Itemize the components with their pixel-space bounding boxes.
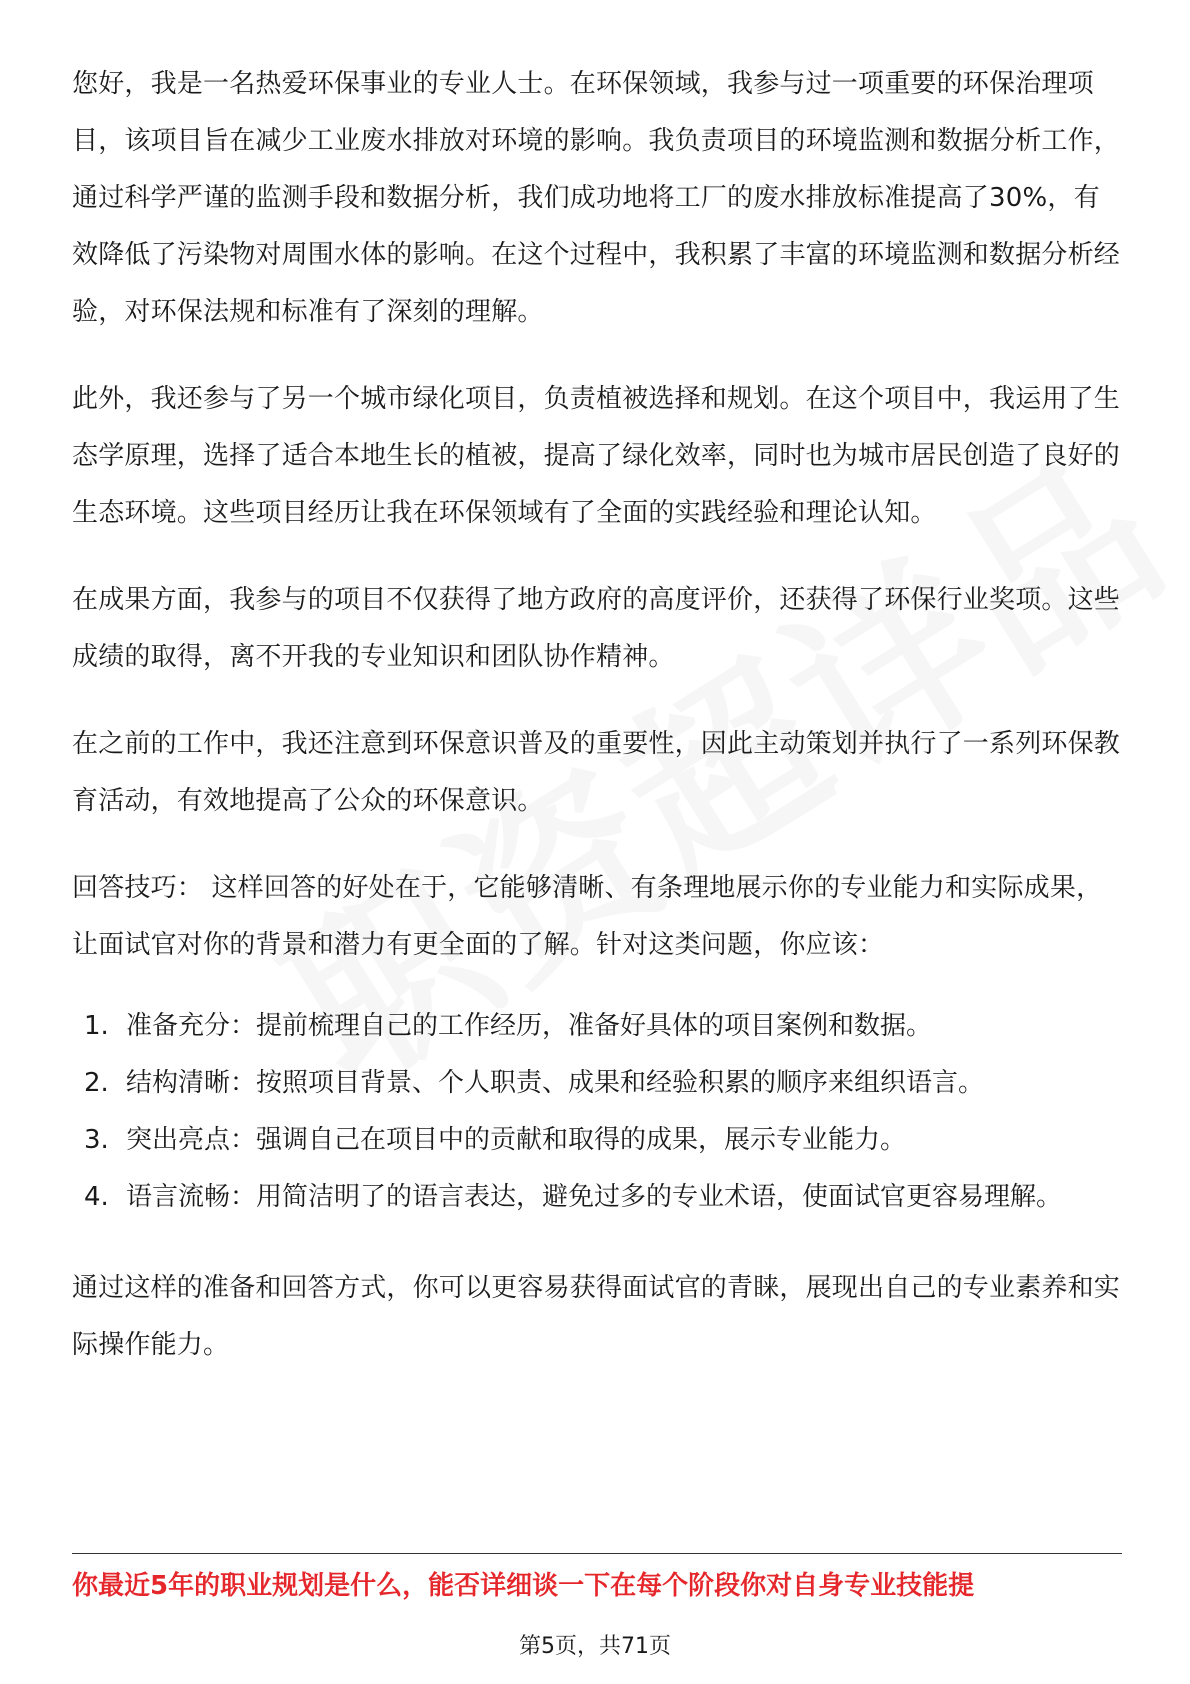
- list-item-number: 2.: [84, 1068, 109, 1098]
- list-item-text: 准备充分：提前梳理自己的工作经历，准备好具体的项目案例和数据。: [126, 1011, 933, 1041]
- list-item: [72, 1169, 1122, 1226]
- list-item-text: 结构清晰：按照项目背景、个人职责、成果和经验积累的顺序来组织语言。: [126, 1068, 985, 1098]
- paragraph-answer-tips: 回答技巧： 这样回答的好处在于，它能够清晰、有条理地展示你的专业能力和实际成果，让面试官对你的背景和潜力有更全面的了解。针对这类问题，你应该：: [72, 873, 1103, 960]
- list-item: [72, 1055, 1122, 1112]
- answer-content: [72, 56, 1122, 1404]
- list-item-text: 突出亮点：强调自己在项目中的贡献和取得的成果，展示专业能力。: [126, 1125, 907, 1155]
- list-item: [72, 1112, 1122, 1169]
- paragraph-intro: 您好，我是一名热爱环保事业的专业人士。在环保领域，我参与过一项重要的环保治理项目，该项目旨在减少工业废水排放对环境的影响。我负责项目的环境监测和数据分析工作，通过科学严谨的监测手段和数据分析，我们成功地将工厂的废水排放标准提高了30%，有效降低了污染物对周围水体的影响。在这个过程中，我积累了丰富的环境监测和数据分析经验，对环保法规和标准有了深刻的理解。: [72, 69, 1121, 327]
- list-item-number: 1.: [84, 1011, 109, 1041]
- page-number-footer: 第5页，共71页: [519, 1634, 671, 1659]
- list-item-text: 语言流畅：用简洁明了的语言表达，避免过多的专业术语，使面试官更容易理解。: [126, 1182, 1063, 1212]
- paragraph-achievements: 在成果方面，我参与的项目不仅获得了地方政府的高度评价，还获得了环保行业奖项。这些成绩的取得，离不开我的专业知识和团队协作精神。: [72, 585, 1121, 672]
- list-item: [72, 998, 1122, 1055]
- section-divider: [72, 1553, 1122, 1554]
- list-item-number: 4.: [84, 1182, 109, 1212]
- next-question-heading: 你最近5年的职业规划是什么，能否详细谈一下在每个阶段你对自身专业技能提: [72, 1571, 975, 1601]
- tips-list: [72, 998, 1122, 1226]
- paragraph-education: 在之前的工作中，我还注意到环保意识普及的重要性，因此主动策划并执行了一系列环保教育活动，有效地提高了公众的环保意识。: [72, 729, 1121, 816]
- paragraph-closing: 通过这样的准备和回答方式，你可以更容易获得面试官的青睐，展现出自己的专业素养和实际操作能力。: [72, 1273, 1121, 1360]
- paragraph-greening-project: 此外，我还参与了另一个城市绿化项目，负责植被选择和规划。在这个项目中，我运用了生态学原理，选择了适合本地生长的植被，提高了绿化效率，同时也为城市居民创造了良好的生态环境。这些项目经历让我在环保领域有了全面的实践经验和理论认知。: [72, 384, 1121, 528]
- list-item-number: 3.: [84, 1125, 109, 1155]
